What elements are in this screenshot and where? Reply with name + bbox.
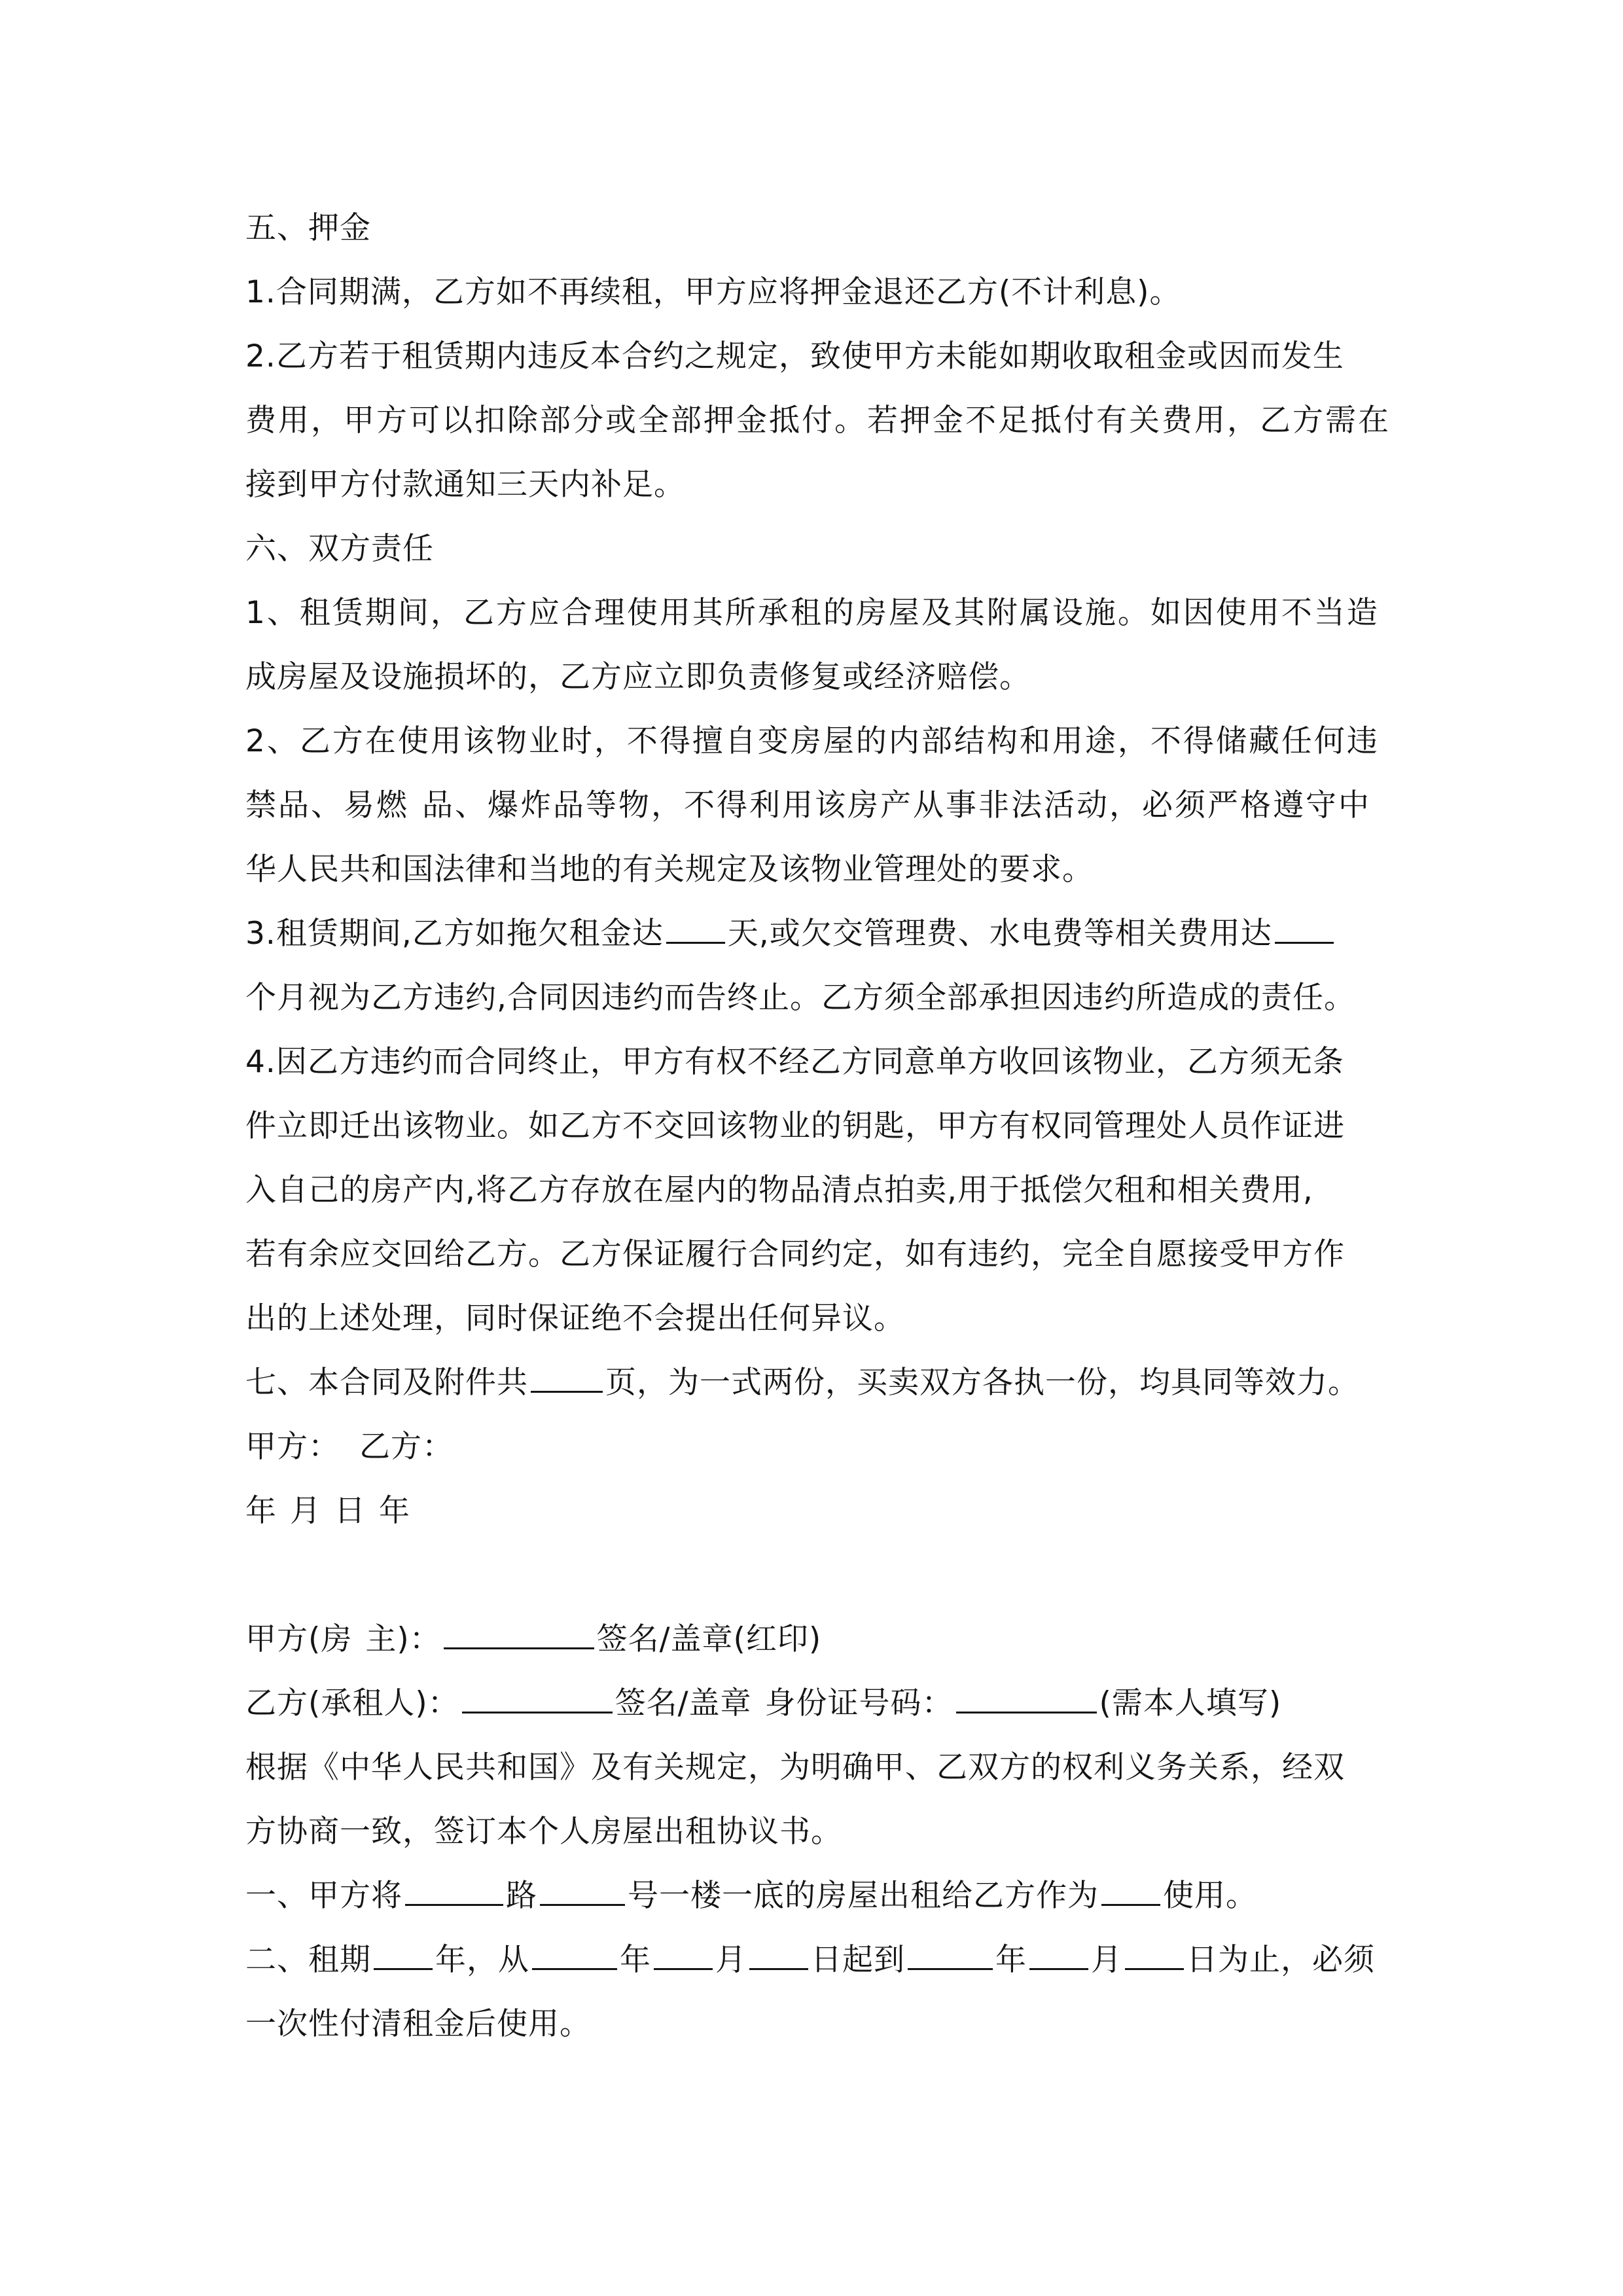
text-segment: 号一楼一底的房屋出租给乙方作为	[628, 1878, 1099, 1914]
signature-blank-party-b[interactable]	[462, 1685, 613, 1713]
text-segment: 主)：	[365, 1621, 441, 1657]
date-day: 日	[334, 1493, 366, 1529]
section-6-item-4-line-2: 件立即迁出该物业。如乙方不交回该物业的钥匙，甲方有权同管理处人员作证进	[245, 1108, 1345, 1144]
text-segment: 七、本合同及附件共	[245, 1365, 528, 1401]
intro-line-2: 方协商一致，签订本个人房屋出租协议书。	[245, 1814, 842, 1850]
section-2-line-1	[245, 1928, 1397, 1992]
date-year: 年	[245, 1493, 277, 1529]
section-6-item-4-line-4: 若有余应交回给乙方。乙方保证履行合同约定，如有违约，完全自愿接受甲方作	[245, 1236, 1345, 1272]
section-6-item-1-line-1: 1、租赁期间，乙方应合理使用其所承租的房屋及其附属设施。如因使用不当造	[245, 595, 1380, 631]
section-6-title: 六、双方责任	[245, 531, 434, 567]
text-segment: 身份证号码：	[764, 1685, 954, 1721]
text-segment: 乙方(承租人)：	[245, 1685, 459, 1721]
text-segment: 月	[1091, 1942, 1122, 1978]
text-segment: 年	[620, 1942, 651, 1978]
text-segment: 甲方(房	[245, 1621, 353, 1657]
section-6-item-2-line-3: 华人民共和国法律和当地的有关规定及该物业管理处的要求。	[245, 852, 1094, 888]
contract-body	[245, 196, 1397, 2056]
section-6-item-1-line-2: 成房屋及设施损坏的，乙方应立即负责修复或经济赔偿。	[245, 659, 1031, 695]
section-1	[245, 1864, 1397, 1928]
text-segment: 路	[506, 1878, 537, 1914]
section-6-item-2-line-1: 2、乙方在使用该物业时，不得擅自变房屋的内部结构和用途，不得储藏任何违	[245, 723, 1380, 759]
text-segment: 月	[715, 1942, 747, 1978]
text-segment: 年	[995, 1942, 1027, 1978]
text-segment: 日为止，必须	[1186, 1942, 1375, 1978]
fill-blank-start-day[interactable]	[749, 1942, 808, 1970]
signature-blank-party-a[interactable]	[444, 1621, 594, 1649]
section-5-item-2-line-3: 接到甲方付款通知三天内补足。	[245, 467, 685, 503]
text-segment: 签名/盖章(红印)	[596, 1621, 822, 1657]
fill-blank-start-year[interactable]	[532, 1942, 617, 1970]
intro-line-1: 根据《中华人民共和国》及有关规定，为明确甲、乙双方的权利义务关系，经双	[245, 1749, 1345, 1785]
id-number-blank[interactable]	[956, 1685, 1097, 1713]
text-segment: (需本人填写)	[1099, 1685, 1282, 1721]
fill-blank-months[interactable]	[1275, 916, 1334, 944]
section-6-item-4-line-1: 4.因乙方违约而合同终止，甲方有权不经乙方同意单方收回该物业，乙方须无条	[245, 1044, 1344, 1080]
fill-blank-end-day[interactable]	[1125, 1942, 1184, 1970]
date-line	[245, 1479, 1397, 1543]
text-segment: 使用。	[1163, 1878, 1257, 1914]
fill-blank-pages[interactable]	[531, 1365, 603, 1393]
party-b-label: 乙方：	[359, 1429, 454, 1465]
section-2-line-2: 一次性付清租金后使用。	[245, 2006, 591, 2042]
signature-party-a	[245, 1607, 1397, 1672]
section-5-item-1: 1.合同期满，乙方如不再续租，甲方应将押金退还乙方(不计利息)。	[245, 274, 1181, 310]
party-a-label: 甲方：	[245, 1429, 340, 1465]
fill-blank-end-month[interactable]	[1029, 1942, 1088, 1970]
section-6-item-3-line-2: 个月视为乙方违约,合同因违约而告终止。乙方须全部承担因违约所造成的责任。	[245, 980, 1355, 1016]
text-segment: 品、爆炸品等物，不得利用该房产从事非法活动，必须严格遵守中	[422, 787, 1371, 823]
text-segment: 年，从	[435, 1942, 529, 1978]
fill-blank-road[interactable]	[405, 1878, 503, 1906]
section-6-item-2-line-2	[245, 774, 1397, 838]
date-year-2: 年	[379, 1493, 410, 1529]
text-segment: 天,或欠交管理费、水电费等相关费用达	[727, 916, 1272, 952]
party-line	[245, 1415, 1397, 1479]
signature-party-b	[245, 1672, 1397, 1736]
section-6-item-4-line-5: 出的上述处理，同时保证绝不会提出任何异议。	[245, 1300, 905, 1336]
text-segment: 3.租赁期间,乙方如拖欠租金达	[245, 916, 664, 952]
fill-blank-term-years[interactable]	[374, 1942, 433, 1970]
section-6-item-3-line-1	[245, 902, 1397, 966]
text-segment: 页，为一式两份，买卖双方各执一份，均具同等效力。	[605, 1365, 1359, 1401]
text-segment: 二、租期	[245, 1942, 371, 1978]
text-segment: 一、甲方将	[245, 1878, 402, 1914]
section-7	[245, 1351, 1397, 1415]
section-5-item-2-line-2: 费用，甲方可以扣除部分或全部押金抵付。若押金不足抵付有关费用，乙方需在	[245, 403, 1391, 439]
fill-blank-start-month[interactable]	[654, 1942, 713, 1970]
fill-blank-days[interactable]	[666, 916, 725, 944]
section-5-item-2-line-1: 2.乙方若于租赁期内违反本合约之规定，致使甲方未能如期收取租金或因而发生	[245, 338, 1344, 374]
text-segment: 签名/盖章	[615, 1685, 752, 1721]
text-segment: 禁品、易燃	[245, 787, 409, 823]
text-segment: 日起到	[811, 1942, 905, 1978]
fill-blank-usage[interactable]	[1101, 1878, 1160, 1906]
fill-blank-end-year[interactable]	[908, 1942, 993, 1970]
section-5-title: 五、押金	[245, 210, 371, 246]
date-month: 月	[290, 1493, 321, 1529]
section-6-item-4-line-3: 入自己的房产内,将乙方存放在屋内的物品清点拍卖,用于抵偿欠租和相关费用,	[245, 1172, 1313, 1208]
fill-blank-number[interactable]	[540, 1878, 625, 1906]
